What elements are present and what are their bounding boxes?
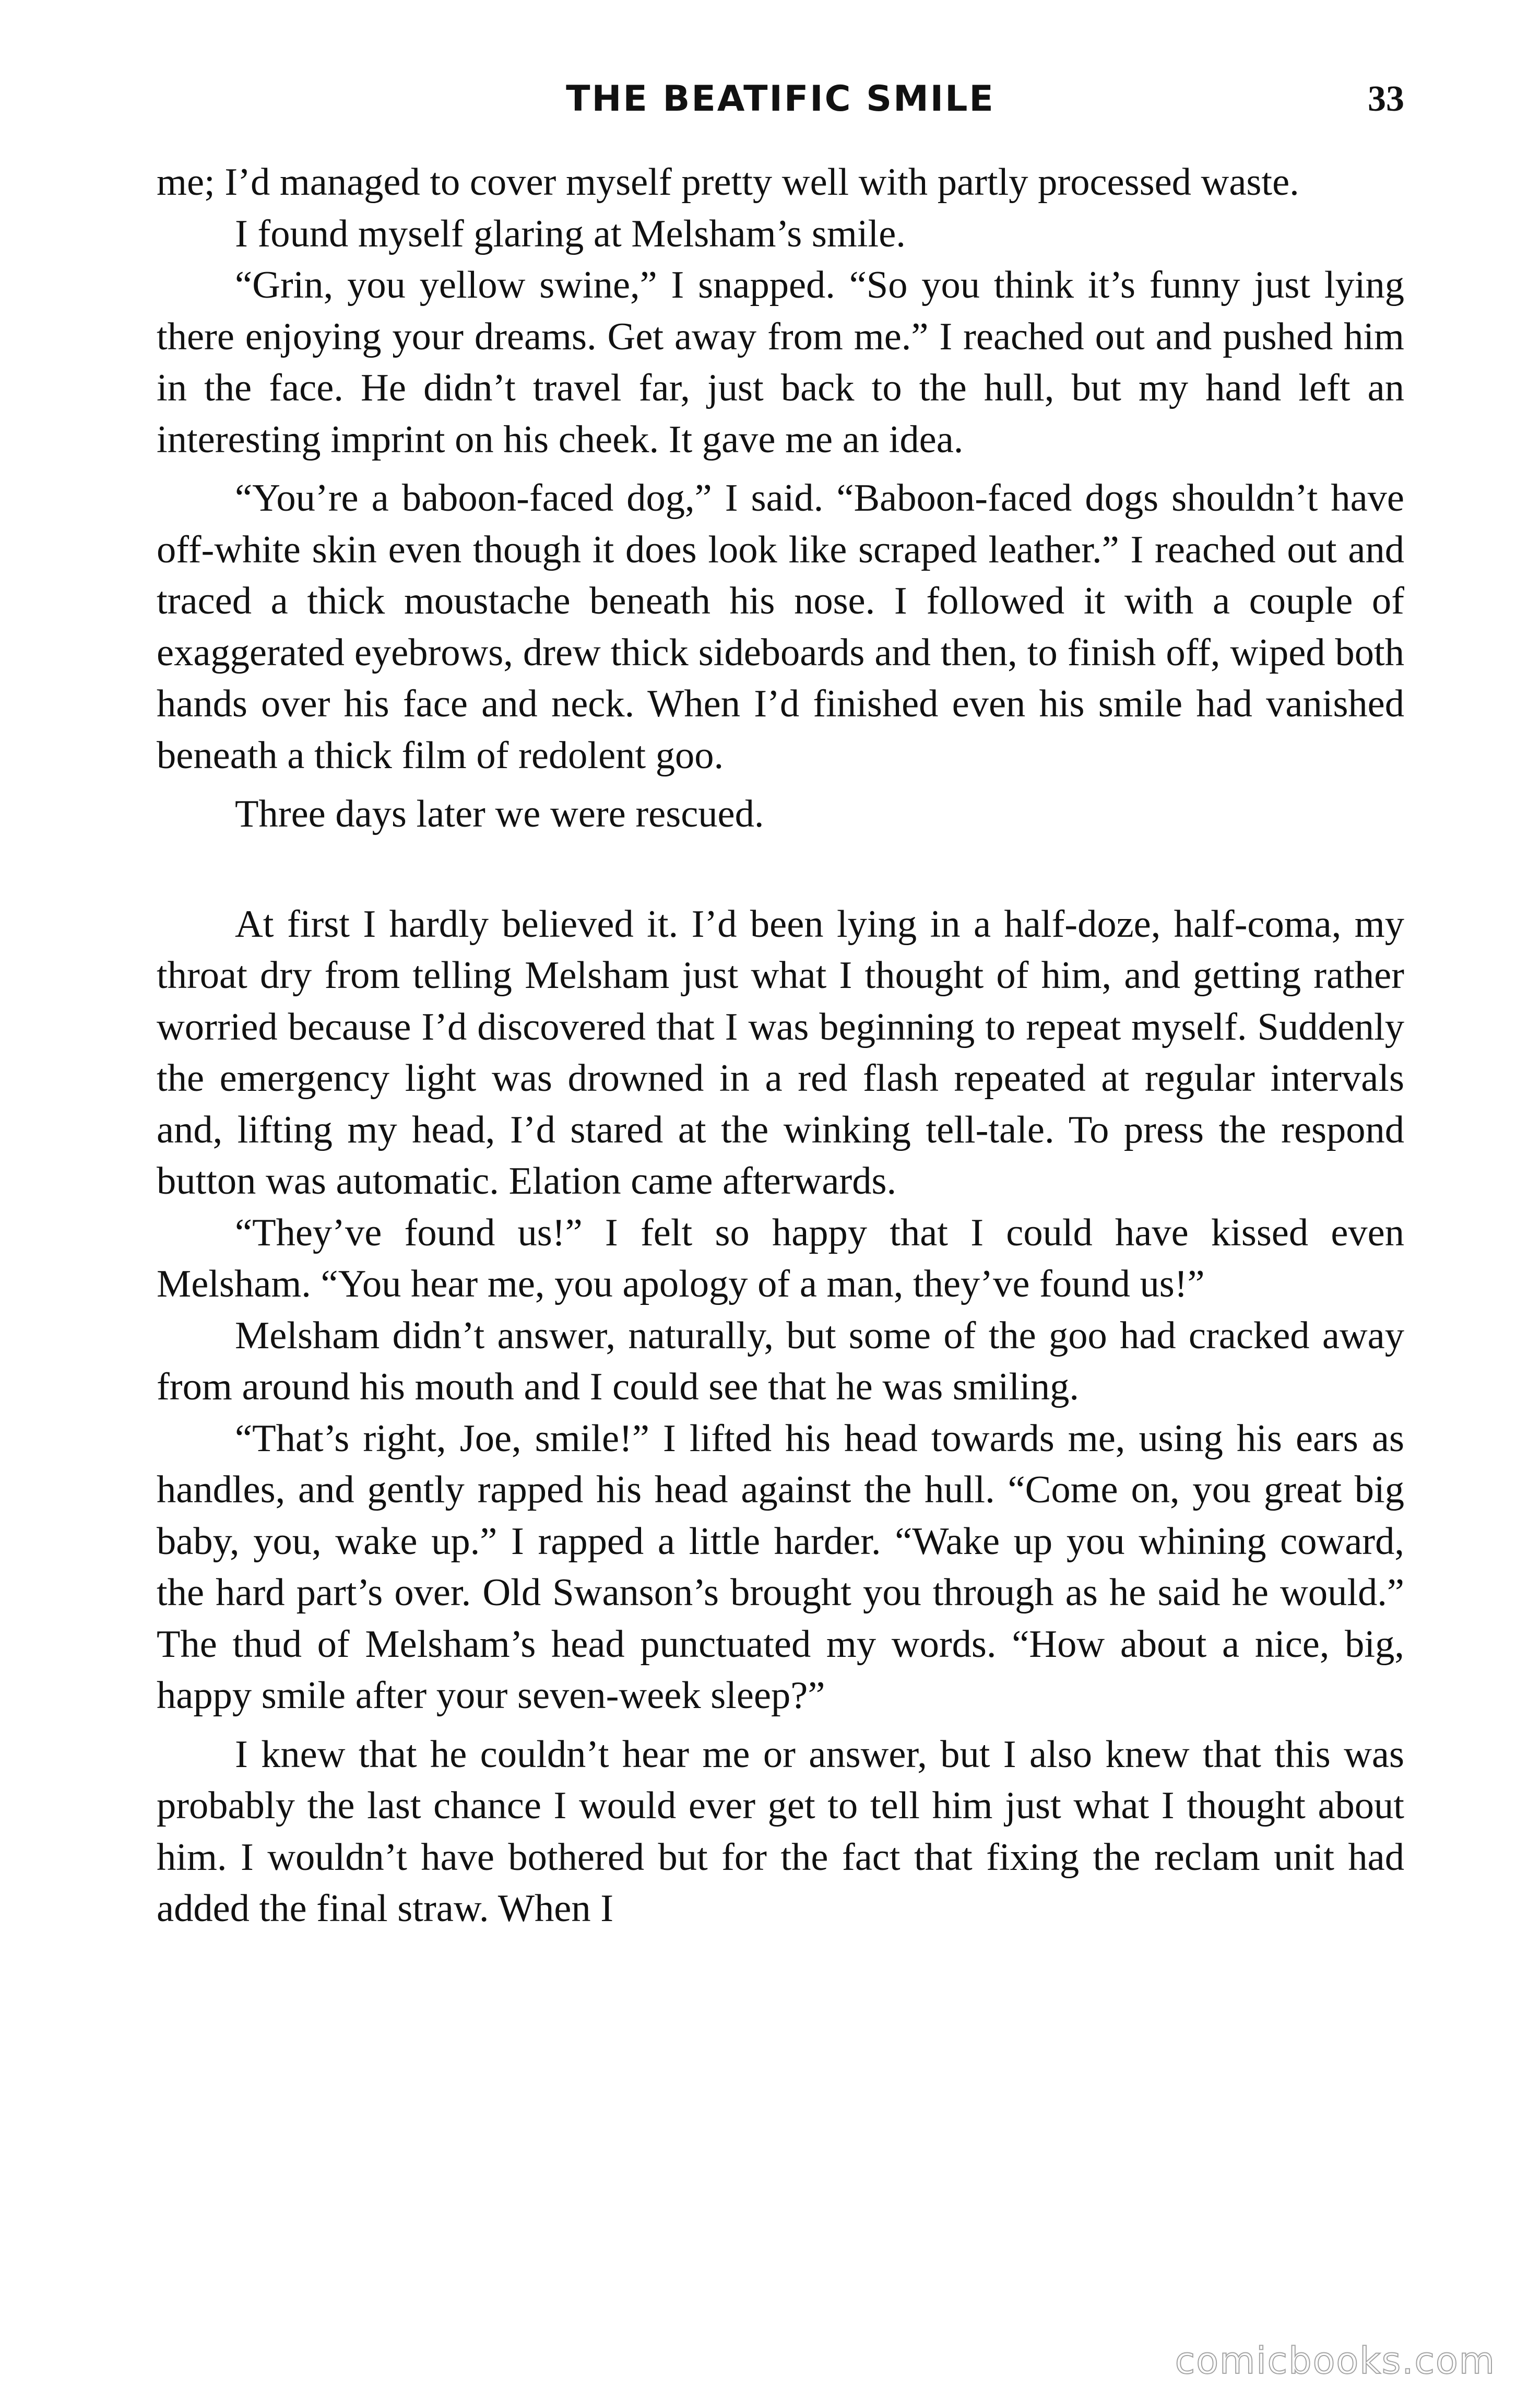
- body-text: [157, 157, 1404, 1935]
- paragraph: “That’s right, Joe, smile!” I lifted his head towards me, using his ears as handles, and gently rapped his head against the hull. “Come on, you great big baby, you, wake up.” I rapped a little harder. “Wake up you whining coward, the hard part’s over. Old Swanson’s brought you through as he said he would.” The thud of Melsham’s head punctuated my words. “How about a nice, big, happy smile after your seven-week sleep?”: [157, 1417, 1404, 1717]
- paragraph: Three days later we were rescued.: [235, 793, 764, 835]
- page-number: 33: [1368, 79, 1404, 119]
- paragraph: me; I’d managed to cover myself pretty well with partly processed waste.: [157, 161, 1299, 204]
- paragraph: “Grin, you yellow swine,” I snapped. “So you think it’s funny just lying there enjoying your dreams. Get away from me.” I reached out and pushed him in the face. He didn’t travel far, just back to the hull, but my hand left an interesting imprint on his cheek. It gave me an idea.: [157, 264, 1404, 461]
- paragraph: “They’ve found us!” I felt so happy that I could have kissed even Melsham. “You hear me, you apology of a man, they’ve found us!”: [157, 1211, 1404, 1305]
- paragraph: I found myself glaring at Melsham’s smile.: [235, 212, 906, 255]
- watermark: comicbooks.com: [1175, 2339, 1496, 2382]
- paragraph: At first I hardly believed it. I’d been lying in a half-doze, half-coma, my throat dry from telling Melsham just what I thought of him, and getting rather worried because I’d discovered that I was beginning to repeat myself. Suddenly the emergency light was drowned in a red flash repeated at regular intervals and, lifting my head, I’d stared at the winking tell-tale. To press the respond button was automatic. Elation came afterwards.: [157, 902, 1404, 1203]
- paragraph: “You’re a baboon-faced dog,” I said. “Baboon-faced dogs shouldn’t have off-white skin even though it does look like scraped leather.” I reached out and traced a thick moustache beneath his nose. I followed it with a couple of exaggerated eyebrows, drew thick sideboards and then, to finish off, wiped both hands over his face and neck. When I’d finished even his smile had vanished beneath a thick film of redolent goo.: [157, 477, 1404, 777]
- running-head: [157, 70, 1404, 128]
- paragraph: Melsham didn’t answer, naturally, but some of the goo had cracked away from around his mouth and I could see that he was smiling.: [157, 1314, 1404, 1408]
- running-head-title: THE BEATIFIC SMILE: [566, 78, 995, 120]
- paragraph: I knew that he couldn’t hear me or answer, but I also knew that this was probably the last chance I would ever get to tell him just what I thought about him. I wouldn’t have bothered but for the fact that fixing the reclam unit had added the final straw. When I: [157, 1733, 1404, 1930]
